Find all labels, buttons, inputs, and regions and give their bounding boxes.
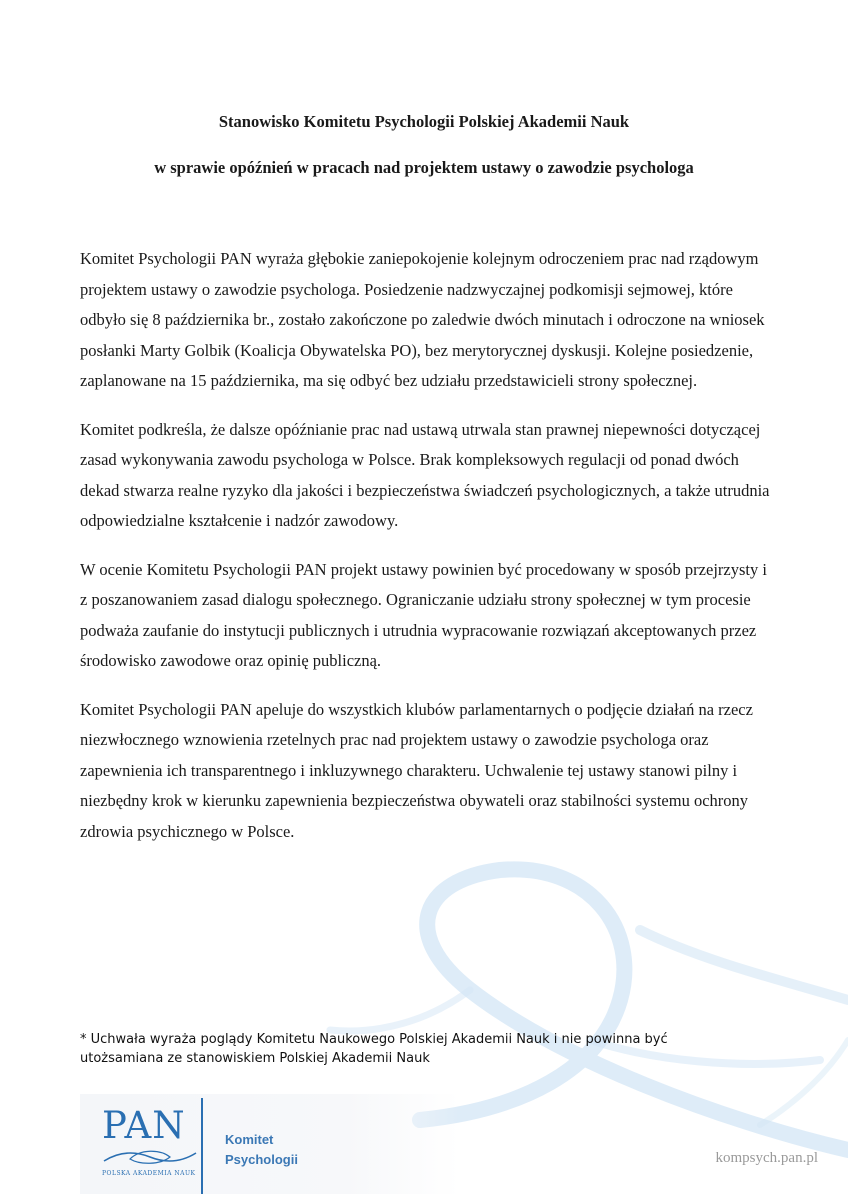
pan-logo-swirl-icon [100,1147,200,1167]
paragraph-2: Komitet podkreśla, że dalsze opóźnianie prac nad ustawą utrwala stan prawnej niepewności dotyczącej zasad wykonywania zawodu psychologa w Polsce. Brak kompleksowych regulacji od ponad dwóch dekad stwarza realne ryzyko dla jakości i bezpieczeństwa świadczeń psychologicznych, a także utrudnia odpowiedzialne kształcenie i nadzór zawodowy. [80,419,770,530]
footer-logo [80,1094,460,1194]
website-link[interactable]: kompsych.pan.pl [715,1150,818,1166]
pan-logo-subtitle: POLSKA AKADEMIA NAUK [102,1170,196,1177]
committee-name-line2: Psychologii [225,1152,298,1167]
committee-name [225,1130,298,1170]
paragraph-3: W ocenie Komitetu Psychologii PAN projekt ustawy powinien być procedowany w sposób przejrzysty i z poszanowaniem zasad dialogu społecznego. Ograniczanie udziału strony społecznej w tym procesie podważa zaufanie do instytucji publicznych i utrudnia wypracowanie rozwiązań akceptowanych przez środowisko zawodowe oraz opinię publiczną. [80,559,767,670]
logo-divider [201,1098,203,1194]
paragraph-1: Komitet Psychologii PAN wyraża głębokie zaniepokojenie kolejnym odroczeniem prac nad rządowym projektem ustawy o zawodzie psychologa. Posiedzenie nadzwyczajnej podkomisji sejmowej, które odbyło się 8 października br., zostało zakończone po zaledwie dwóch minutach i odroczone na wniosek posłanki Marty Golbik (Koalicja Obywatelska PO), bez merytorycznej dyskusji. Kolejne posiedzenie, zaplanowane na 15 października, ma się odbyć bez udziału przedstawicieli strony społecznej. [80,249,765,390]
committee-name-line1: Komitet [225,1132,274,1147]
document-subtitle: w sprawie opóźnień w pracach nad projektem ustawy o zawodzie psychologa [154,158,694,177]
document-body [80,244,770,865]
pan-logo-wordmark: PAN [102,1104,186,1147]
paragraph-4: Komitet Psychologii PAN apeluje do wszystkich klubów parlamentarnych o podjęcie działań na rzecz niezwłocznego wznowienia rzetelnych prac nad projektem ustawy o zawodzie psychologa oraz zapewnienia ich transparentnego i inkluzywnego charakteru. Uchwalenie tej ustawy stanowi pilny i niezbędny krok w kierunku zapewnienia bezpieczeństwa obywateli oraz stabilności systemu ochrony zdrowia psychicznego w Polsce. [80,699,753,841]
footnote: * Uchwała wyraża poglądy Komitetu Naukowego Polskiej Akademii Nauk i nie powinna być utożsamiana ze stanowiskiem Polskiej Akademii Nauk [80,1032,668,1066]
document-title: Stanowisko Komitetu Psychologii Polskiej Akademii Nauk [218,112,630,131]
